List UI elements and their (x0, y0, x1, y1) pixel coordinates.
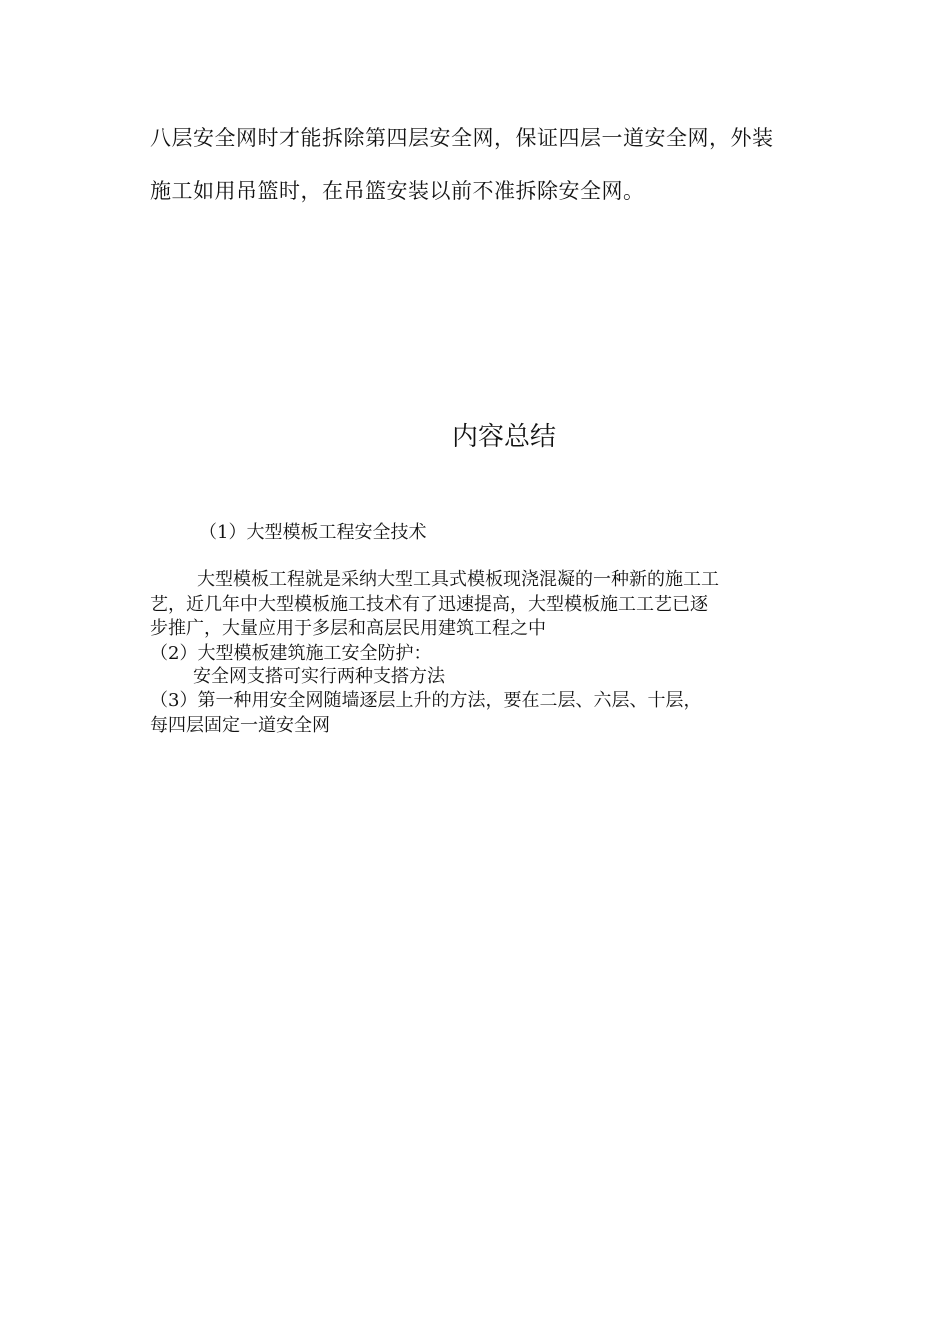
summary-paragraph-line: 艺，近几年中大型模板施工技术有了迅速提高，大型模板施工工艺已逐 (150, 594, 708, 615)
section-title: 内容总结 (451, 422, 556, 452)
summary-heading-2: （2）大型模板建筑施工安全防护： (150, 643, 432, 664)
body-text-line: 八层安全网时才能拆除第四层安全网，保证四层一道安全网，外装 (150, 126, 774, 150)
summary-heading-1: （1）大型模板工程安全技术 (199, 522, 427, 543)
summary-support-methods: 安全网支搭可实行两种支搭方法 (193, 666, 445, 687)
body-text-line: 施工如用吊篮时，在吊篮安装以前不准拆除安全网。 (150, 179, 645, 203)
summary-paragraph-line: 每四层固定一道安全网 (150, 715, 330, 736)
summary-paragraph-line: 步推广，大量应用于多层和高层民用建筑工程之中 (150, 618, 546, 639)
summary-heading-3: （3）第一种用安全网随墙逐层上升的方法，要在二层、六层、十层， (150, 690, 702, 711)
summary-paragraph-line: 大型模板工程就是采纳大型工具式模板现浇混凝的一种新的施工工 (197, 569, 719, 590)
